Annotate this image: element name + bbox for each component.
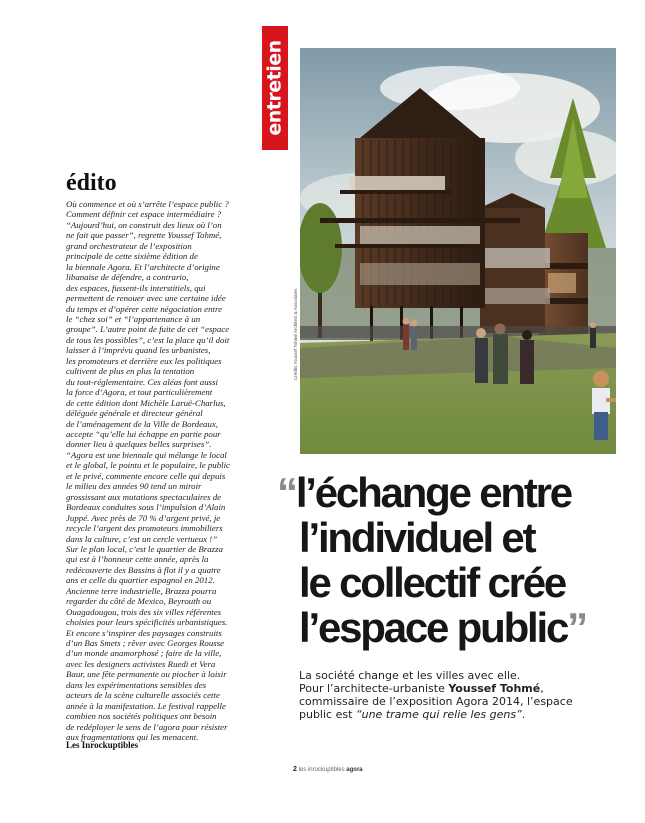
quote-close-mark: ” — [567, 604, 586, 651]
edito-line: le “chez soi” et “l’appartenance à un — [66, 313, 201, 324]
edito-line: Ouagadougou, trois des six villes référentes — [66, 606, 222, 617]
edito-line: libanaise de défendre, a contrario, — [66, 272, 189, 283]
article-intro — [299, 669, 589, 721]
intro-text: , — [540, 682, 544, 695]
intro-line: La société change et les villes avec elle. — [299, 669, 521, 682]
edito-line: Bordeaux conduites sous l’impulsion d’Alain — [66, 502, 226, 513]
edito-line: principale de cette sixième édition de — [66, 251, 198, 262]
edito-title: édito — [66, 170, 117, 196]
quote-line: l’espace public — [299, 604, 568, 651]
edito-line: d’un Bas Smets ; rêver avec Georges Rousse — [66, 638, 225, 649]
edito-line: Sur le plan local, c’est le quartier de Brazza — [66, 543, 223, 554]
architect-name: Youssef Tohmé — [448, 682, 541, 695]
edito-line: des espaces, fussent-ils interstitiels, qui — [66, 282, 206, 293]
edito-line: acteurs de la scène culturelle associés cette — [66, 690, 220, 701]
edito-body — [66, 199, 262, 743]
edito-line: avec les designers activistes Ruedi et Vera — [66, 658, 216, 669]
intro-quote: “une trame qui relie les gens” — [355, 708, 522, 721]
edito-line: Comment définir cet espace intermédiaire ? — [66, 209, 222, 220]
edito-line: ne fait que passer”, regrette Youssef Tohmé, — [66, 230, 222, 241]
edito-line: combien nos sociétés politiques ont besoin — [66, 711, 217, 722]
edito-line: grand orchestrateur de l’exposition — [66, 240, 192, 251]
edito-line: déléguée générale et directeur général — [66, 408, 203, 419]
edito-line: et le global, le pointu et le populaire, le public — [66, 460, 230, 471]
intro-text: Pour l’architecte-urbaniste — [299, 682, 449, 695]
edito-line: “Agora est une biennale qui mélange le local — [66, 449, 227, 460]
edito-line: ans et celle du quartier espagnol en 2012. — [66, 575, 215, 586]
edito-signature: Les Inrockuptibles — [66, 740, 139, 750]
edito-line: de l’aménagement de la Ville de Bordeaux, — [66, 418, 219, 429]
edito-line: groupe”. L’autre point de fuite de cet “espace — [66, 324, 230, 335]
quote-line: l’individuel et — [299, 514, 535, 561]
edito-line: année à la manifestation. Le festival rappelle — [66, 700, 226, 711]
edito-line: donner lieu à quelques belles surprises”. — [66, 439, 212, 450]
edito-line: grossissant aux mutations spectaculaires de — [66, 491, 222, 502]
edito-line: d’un monde anamorphosé ; faire de la ville, — [66, 648, 222, 659]
edito-line: du tout-réglementaire. Ces aléas font aussi — [66, 376, 218, 387]
section-tag-label: entretien — [264, 40, 287, 136]
edito-line: la force d’Agora, et tout particulièrement — [66, 387, 213, 398]
edito-line: qui est à l’honneur cette année, après la — [66, 554, 209, 565]
quote-open-mark: “ — [277, 469, 296, 516]
edito-line: permettent de renouer avec une certaine idée — [66, 293, 226, 304]
edito-line: et le privé, commente encore celle qui depuis — [66, 470, 226, 481]
edito-line: aux fragmentations qui les menacent. — [66, 732, 199, 743]
edito-line: redécouverte des Bassins à flot il y a quatre — [66, 564, 221, 575]
edito-line: Et encore s’inspirer des paysages construits — [66, 627, 222, 638]
edito-line: Baur, une fête permanente ou piocher à loisir — [66, 669, 227, 680]
intro-text: public est — [299, 708, 356, 721]
section-tag — [262, 26, 288, 150]
edito-line: cultivent de plus en plus la tentation — [66, 366, 195, 377]
intro-text: . — [521, 708, 526, 721]
edito-line: les promoteurs et derrière eux les politiques — [66, 355, 222, 366]
edito-line: regarder du côté de Mexico, Beyrouth ou — [66, 596, 212, 607]
edito-line: recycle l’argent des promoteurs immobiliers — [66, 523, 223, 534]
edito-line: choisies pour leurs spécificités urbanistiques. — [66, 617, 228, 628]
quote-line: le collectif crée — [299, 559, 566, 606]
edito-line: Ancienne terre industrielle, Brazza pourra — [66, 585, 217, 596]
edito-line: Où commence et où s’arrête l’espace public ? — [66, 199, 229, 209]
edito-line: de tous les possibles”, c’est la place qu’il doit — [66, 334, 230, 345]
edito-line: Juppé. Avec près de 70 % d’argent privé, je — [66, 512, 221, 523]
edito-line: laisser à l’imprévu quand les urbanistes, — [66, 345, 211, 356]
edito-line: de redéployer le sens de l’agora pour résister — [66, 721, 228, 732]
quote-line: l’échange entre — [295, 469, 571, 516]
edito-line: accepte “qu’elle lui échappe en partie pour — [66, 428, 221, 439]
edito-line: “Aujourd’hui, on construit des lieux où l’on — [66, 219, 222, 230]
architecture-render-image — [300, 48, 616, 454]
edito-line: de cette édition dont Michèle Laruë-Charlus, — [66, 397, 226, 408]
pull-quote — [277, 470, 597, 650]
supplement-name: agora — [346, 767, 363, 773]
magazine-name: les inrockuptibles — [298, 767, 345, 773]
intro-line: commissaire de l’exposition Agora 2014, l’espace — [299, 695, 573, 708]
page-number: 2 — [293, 766, 297, 773]
page-footer — [293, 766, 363, 773]
edito-line: le milieu des années 90 tend un miroir — [66, 481, 202, 492]
edito-line: dans les expérimentations sensibles des — [66, 679, 207, 690]
edito-line: la biennale Agora. Et l’architecte d’origine — [66, 261, 220, 272]
edito-line: du temps et d’opérer cette négociation entre — [66, 303, 223, 314]
photo-credit: Crédits Youssef Tohmé Architect & Associates — [293, 288, 298, 380]
edito-line: dans la culture, c’est un cercle vertueux !” — [66, 533, 218, 544]
